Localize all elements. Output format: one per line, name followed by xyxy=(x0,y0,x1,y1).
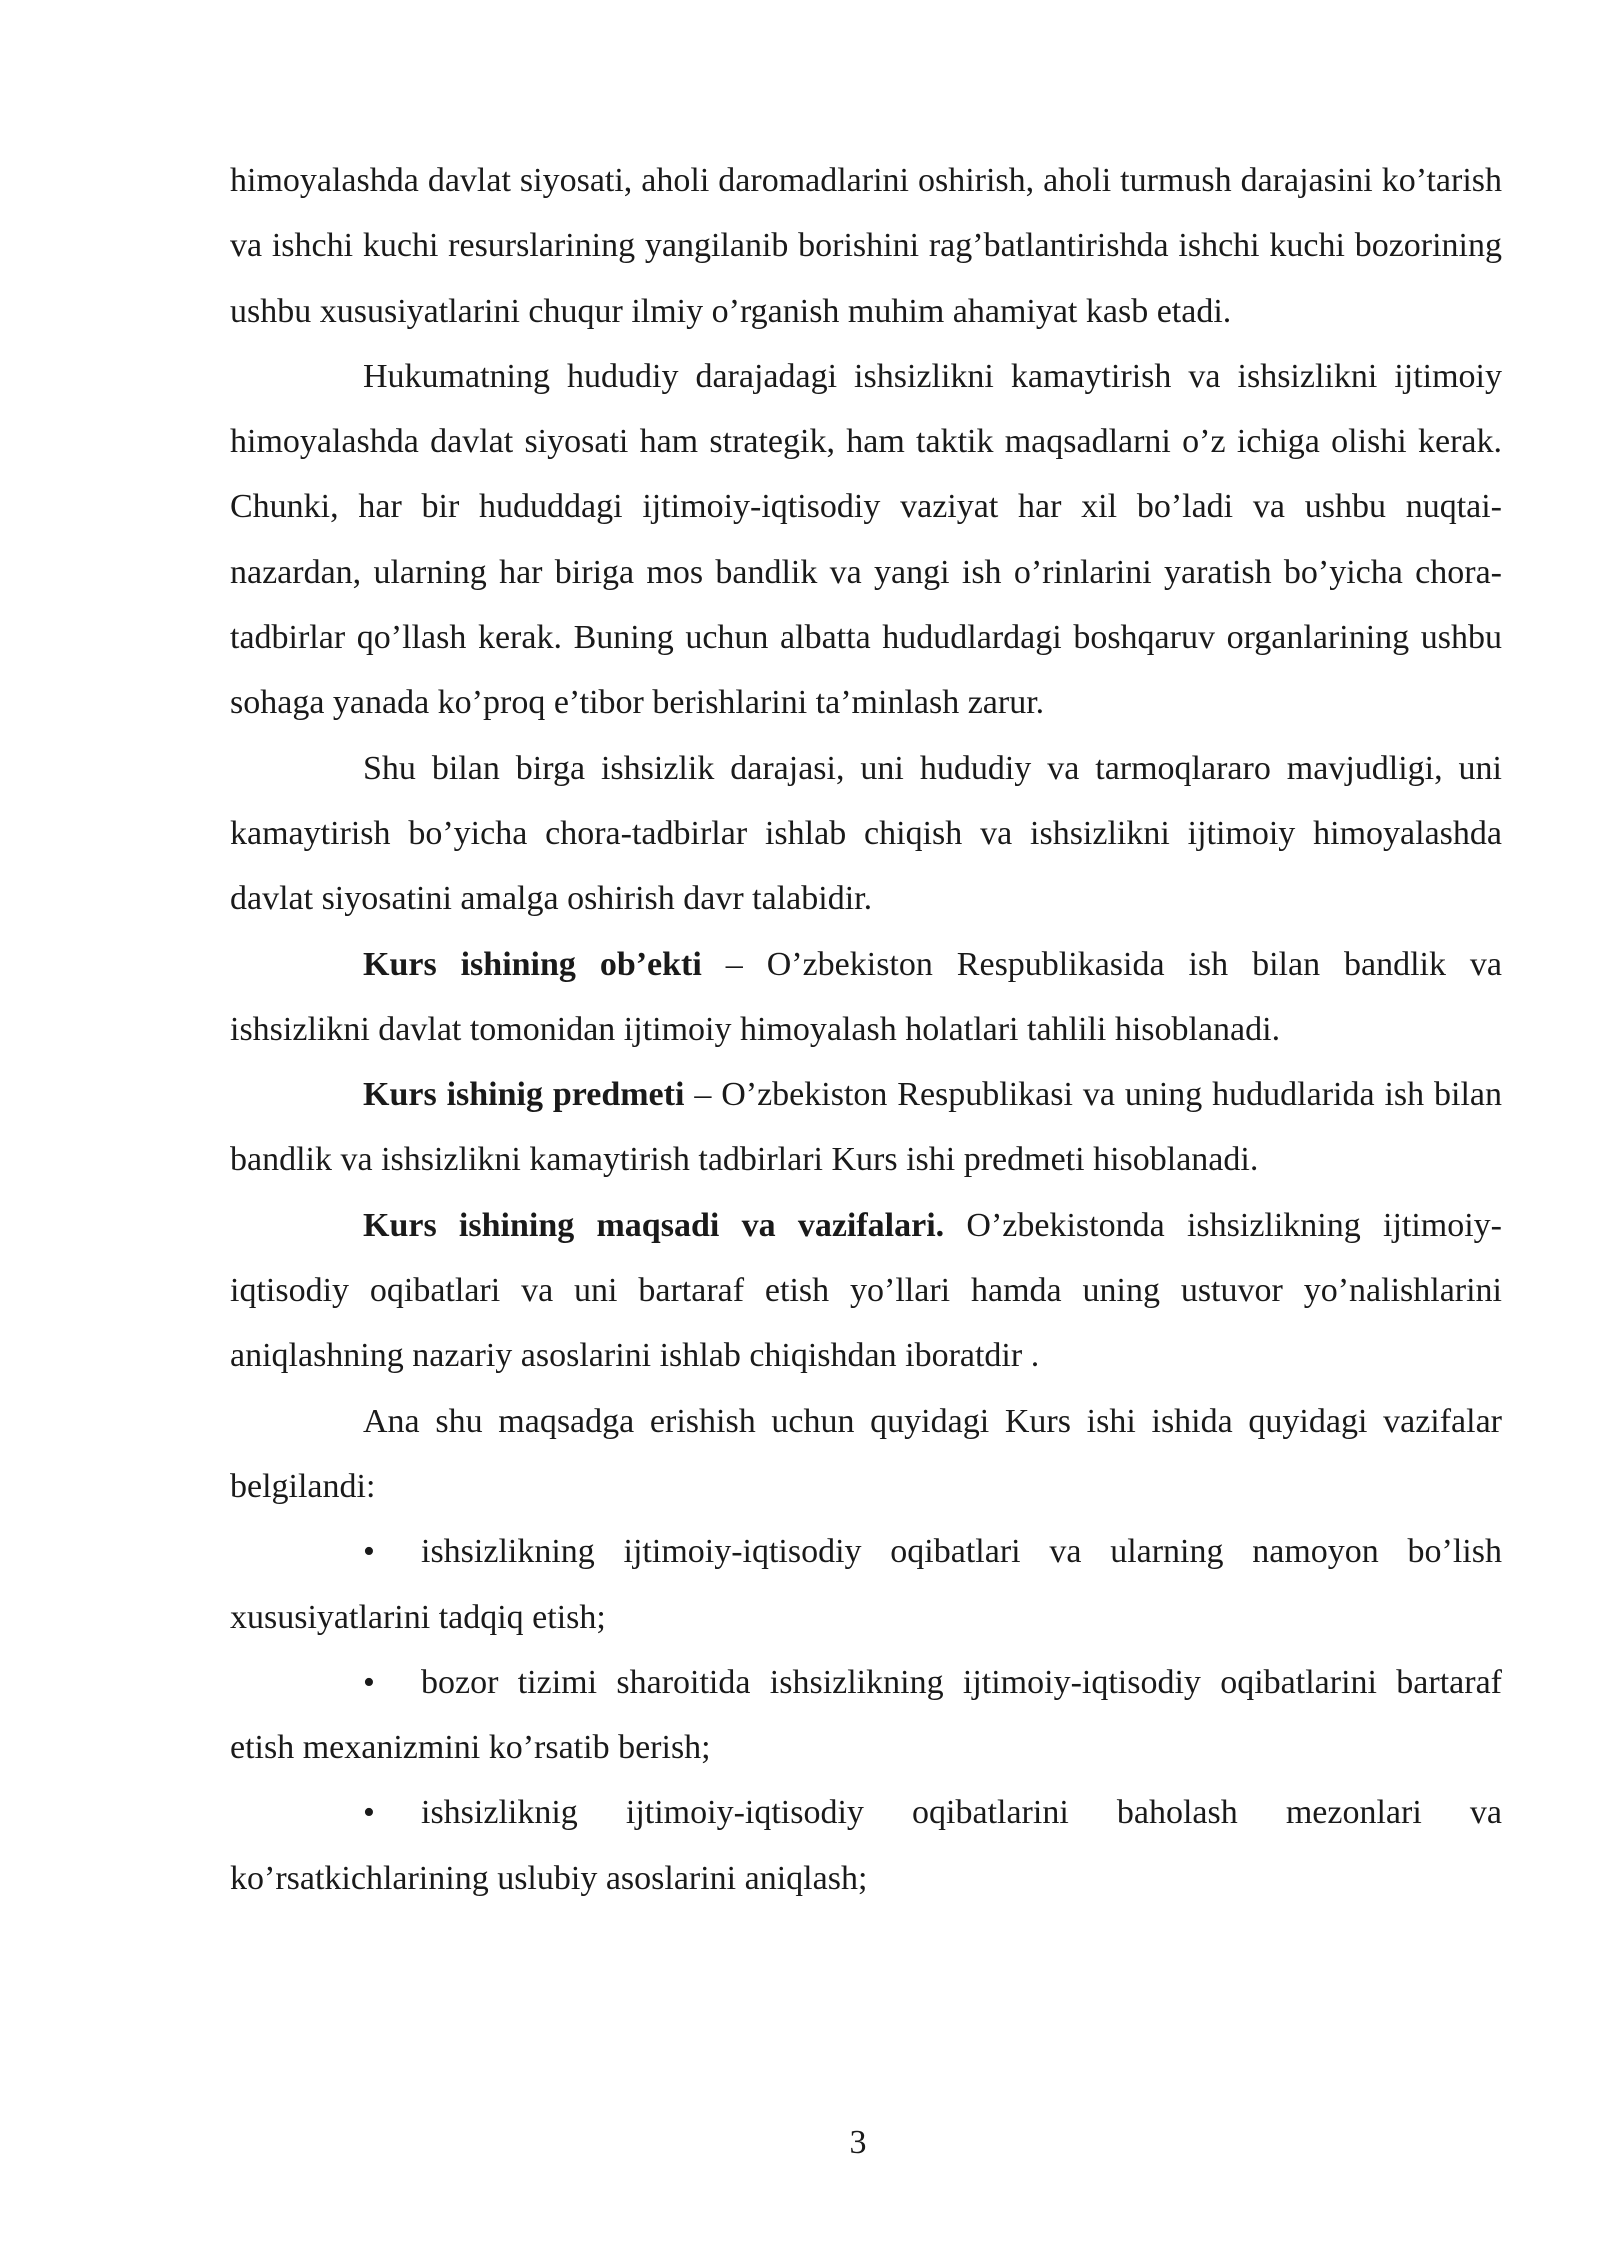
paragraph: Ana shu maqsadga erishish uchun quyidagi Kurs ishi ishida quyidagi vazifalar belgilandi: xyxy=(230,1402,1502,1505)
paragraph-goals xyxy=(230,1193,1502,1389)
paragraph: Shu bilan birga ishsizlik darajasi, uni hududiy va tarmoqlararo mavjudligi, uni kamaytirish bo’yicha chora-tadbirlar ishlab chiqish va ishsizlikni ijtimoiy himoyalashda davlat siyosatini amalga oshirish davr talabidir. xyxy=(230,749,1502,918)
list-item-text: ishsizlikning ijtimoiy-iqtisodiy oqibatlari va ularning namoyon bo’lish xususiyatlarini tadqiq etish; xyxy=(230,1533,1502,1636)
bullet-icon: • xyxy=(363,1533,375,1571)
list-item xyxy=(230,1650,1502,1781)
subject-heading: Kurs ishinig predmeti xyxy=(363,1076,685,1114)
document-body xyxy=(230,148,1502,1911)
goals-heading: Kurs ishining maqsadi va vazifalari. xyxy=(363,1206,945,1244)
bullet-icon: • xyxy=(363,1794,375,1832)
paragraph-subject xyxy=(230,1062,1502,1193)
page-number: 3 xyxy=(849,2124,867,2161)
subject-text: – O’zbekiston Respublikasi va uning hududlarida ish bilan bandlik va ishsizlikni kamaytirish tadbirlari Kurs ishi predmeti hisoblanadi. xyxy=(230,1076,1502,1179)
list-item-text: bozor tizimi sharoitida ishsizlikning ijtimoiy-iqtisodiy oqibatlarini bartaraf etish mexanizmini ko’rsatib berish; xyxy=(230,1663,1502,1767)
bullet-icon: • xyxy=(363,1663,375,1701)
paragraph-object xyxy=(230,932,1502,1063)
list-item xyxy=(230,1780,1502,1911)
goals-text: O’zbekistonda ishsizlikning ijtimoiy-iqtisodiy oqibatlari va uni bartaraf etish yo’llari hamda uning ustuvor yo’nalishlarini aniqlashning nazariy asoslarini ishlab chiqishdan iboratdir . xyxy=(230,1206,1502,1375)
object-text: – O’zbekiston Respublikasida ish bilan bandlik va ishsizlikni davlat tomonidan ijtimoiy himoyalash holatlari tahlili hisoblanadi. xyxy=(230,945,1503,1048)
paragraph: himoyalashda davlat siyosati, aholi daromadlarini oshirish, aholi turmush darajasini ko’tarish va ishchi kuchi resurslarining yangilanib borishini rag’batlantirishda ishchi kuchi bozorining ushbu xususiyatlarini chuqur ilmiy o’rganish muhim ahamiyat kasb etadi. xyxy=(230,162,1502,330)
list-item-text: ishsizliknig ijtimoiy-iqtisodiy oqibatlarini baholash mezonlari va ko’rsatkichlarining uslubiy asoslarini aniqlash; xyxy=(230,1794,1502,1897)
list-item xyxy=(230,1519,1502,1650)
paragraph: Hukumatning hududiy darajadagi ishsizlikni kamaytirish va ishsizlikni ijtimoiy himoyalashda davlat siyosati ham strategik, ham taktik maqsadlarni o’z ichiga olishi kerak. Chunki, har bir hududdagi ijtimoiy-iqtisodiy vaziyat har xil bo’ladi va ushbu nuqtai-nazardan, ularning har biriga mos bandlik va yangi ish o’rinlarini yaratish bo’yicha chora-tadbirlar qo’llash kerak. Buning uchun albatta hududlardagi boshqaruv organlarining ushbu sohaga yanada ko’proq e’tibor berishlarini ta’minlash zarur. xyxy=(230,357,1502,722)
object-heading: Kurs ishining ob’ekti xyxy=(363,945,702,983)
